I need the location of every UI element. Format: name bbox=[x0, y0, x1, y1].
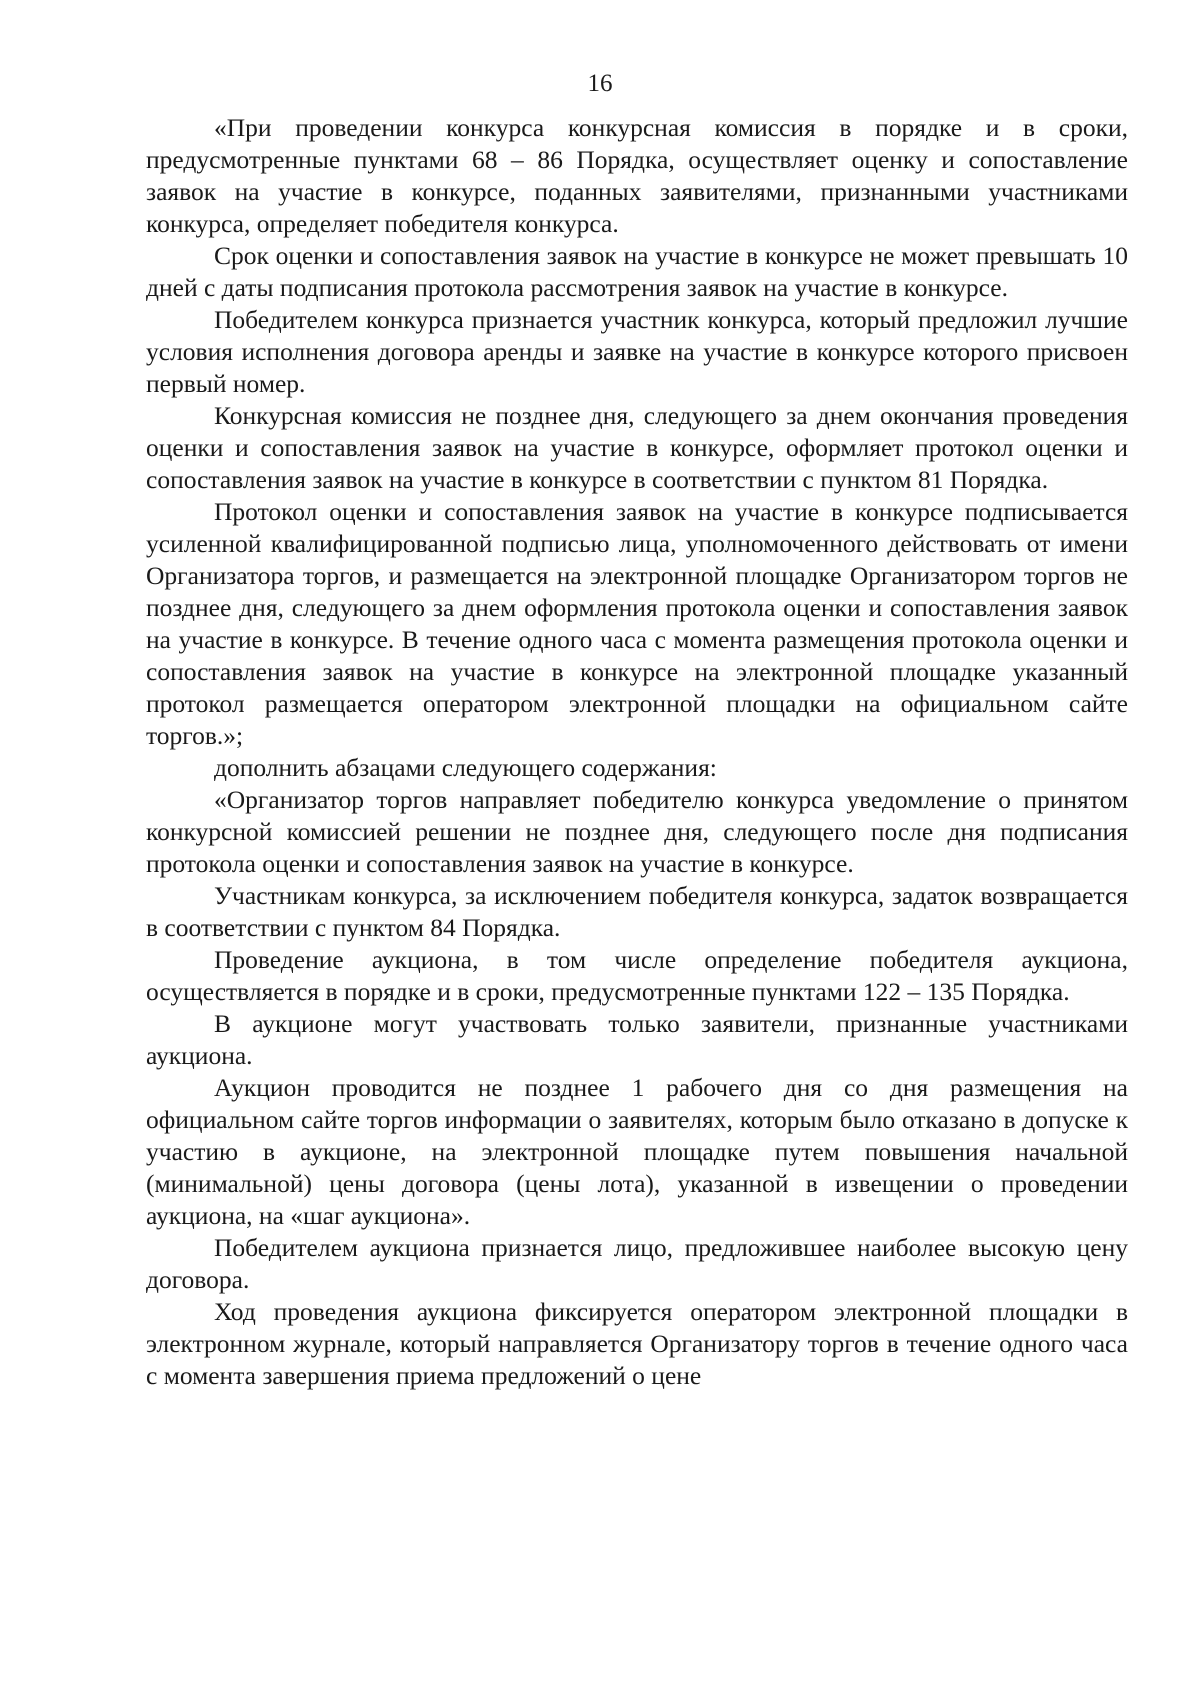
paragraph: Протокол оценки и сопоставления заявок на участие в конкурсе подписывается усиленной квалифицированной подписью лица, уполномоченного действовать от имени Организатора торгов, и размещается на электронной площадке Организатором торгов не позднее дня, следующего за днем оформления протокола оценки и сопоставления заявок на участие в конкурсе. В течение одного часа с момента размещения протокола оценки и сопоставления заявок на участие в конкурсе на электронной площадке указанный протокол размещается оператором электронной площадки на официальном сайте торгов.»; bbox=[146, 497, 1128, 750]
page-number: 16 bbox=[587, 70, 613, 97]
paragraph: Ход проведения аукциона фиксируется оператором электронной площадки в электронном журнале, который направляется Организатору торгов в течение одного часа с момента завершения приема предложений о цене bbox=[146, 1297, 1128, 1390]
document-body bbox=[146, 112, 1128, 1392]
paragraph: Участникам конкурса, за исключением победителя конкурса, задаток возвращается в соответствии с пунктом 84 Порядка. bbox=[146, 881, 1128, 942]
paragraph: дополнить абзацами следующего содержания: bbox=[214, 753, 717, 782]
paragraph: «Организатор торгов направляет победителю конкурса уведомление о принятом конкурсной комиссией решении не позднее дня, следующего после дня подписания протокола оценки и сопоставления заявок на участие в конкурсе. bbox=[146, 785, 1128, 878]
paragraph: Аукцион проводится не позднее 1 рабочего дня со дня размещения на официальном сайте торгов информации о заявителях, которым было отказано в допуске к участию в аукционе, на электронной площадке путем повышения начальной (минимальной) цены договора (цены лота), указанной в извещении о проведении аукциона, на «шаг аукциона». bbox=[146, 1073, 1128, 1230]
paragraph: Проведение аукциона, в том числе определение победителя аукциона, осуществляется в порядке и в сроки, предусмотренные пунктами 122 – 135 Порядка. bbox=[146, 945, 1128, 1006]
paragraph: «При проведении конкурса конкурсная комиссия в порядке и в сроки, предусмотренные пунктами 68 – 86 Порядка, осуществляет оценку и сопоставление заявок на участие в конкурсе, поданных заявителями, признанными участниками конкурса, определяет победителя конкурса. bbox=[146, 113, 1128, 238]
paragraph: Конкурсная комиссия не позднее дня, следующего за днем окончания проведения оценки и сопоставления заявок на участие в конкурсе, оформляет протокол оценки и сопоставления заявок на участие в конкурсе в соответствии с пунктом 81 Порядка. bbox=[146, 401, 1128, 494]
paragraph: Победителем аукциона признается лицо, предложившее наиболее высокую цену договора. bbox=[146, 1233, 1128, 1294]
paragraph: В аукционе могут участвовать только заявители, признанные участниками аукциона. bbox=[146, 1009, 1128, 1070]
paragraph: Срок оценки и сопоставления заявок на участие в конкурсе не может превышать 10 дней с даты подписания протокола рассмотрения заявок на участие в конкурсе. bbox=[146, 241, 1128, 302]
paragraph: Победителем конкурса признается участник конкурса, который предложил лучшие условия исполнения договора аренды и заявке на участие в конкурсе которого присвоен первый номер. bbox=[146, 305, 1128, 398]
